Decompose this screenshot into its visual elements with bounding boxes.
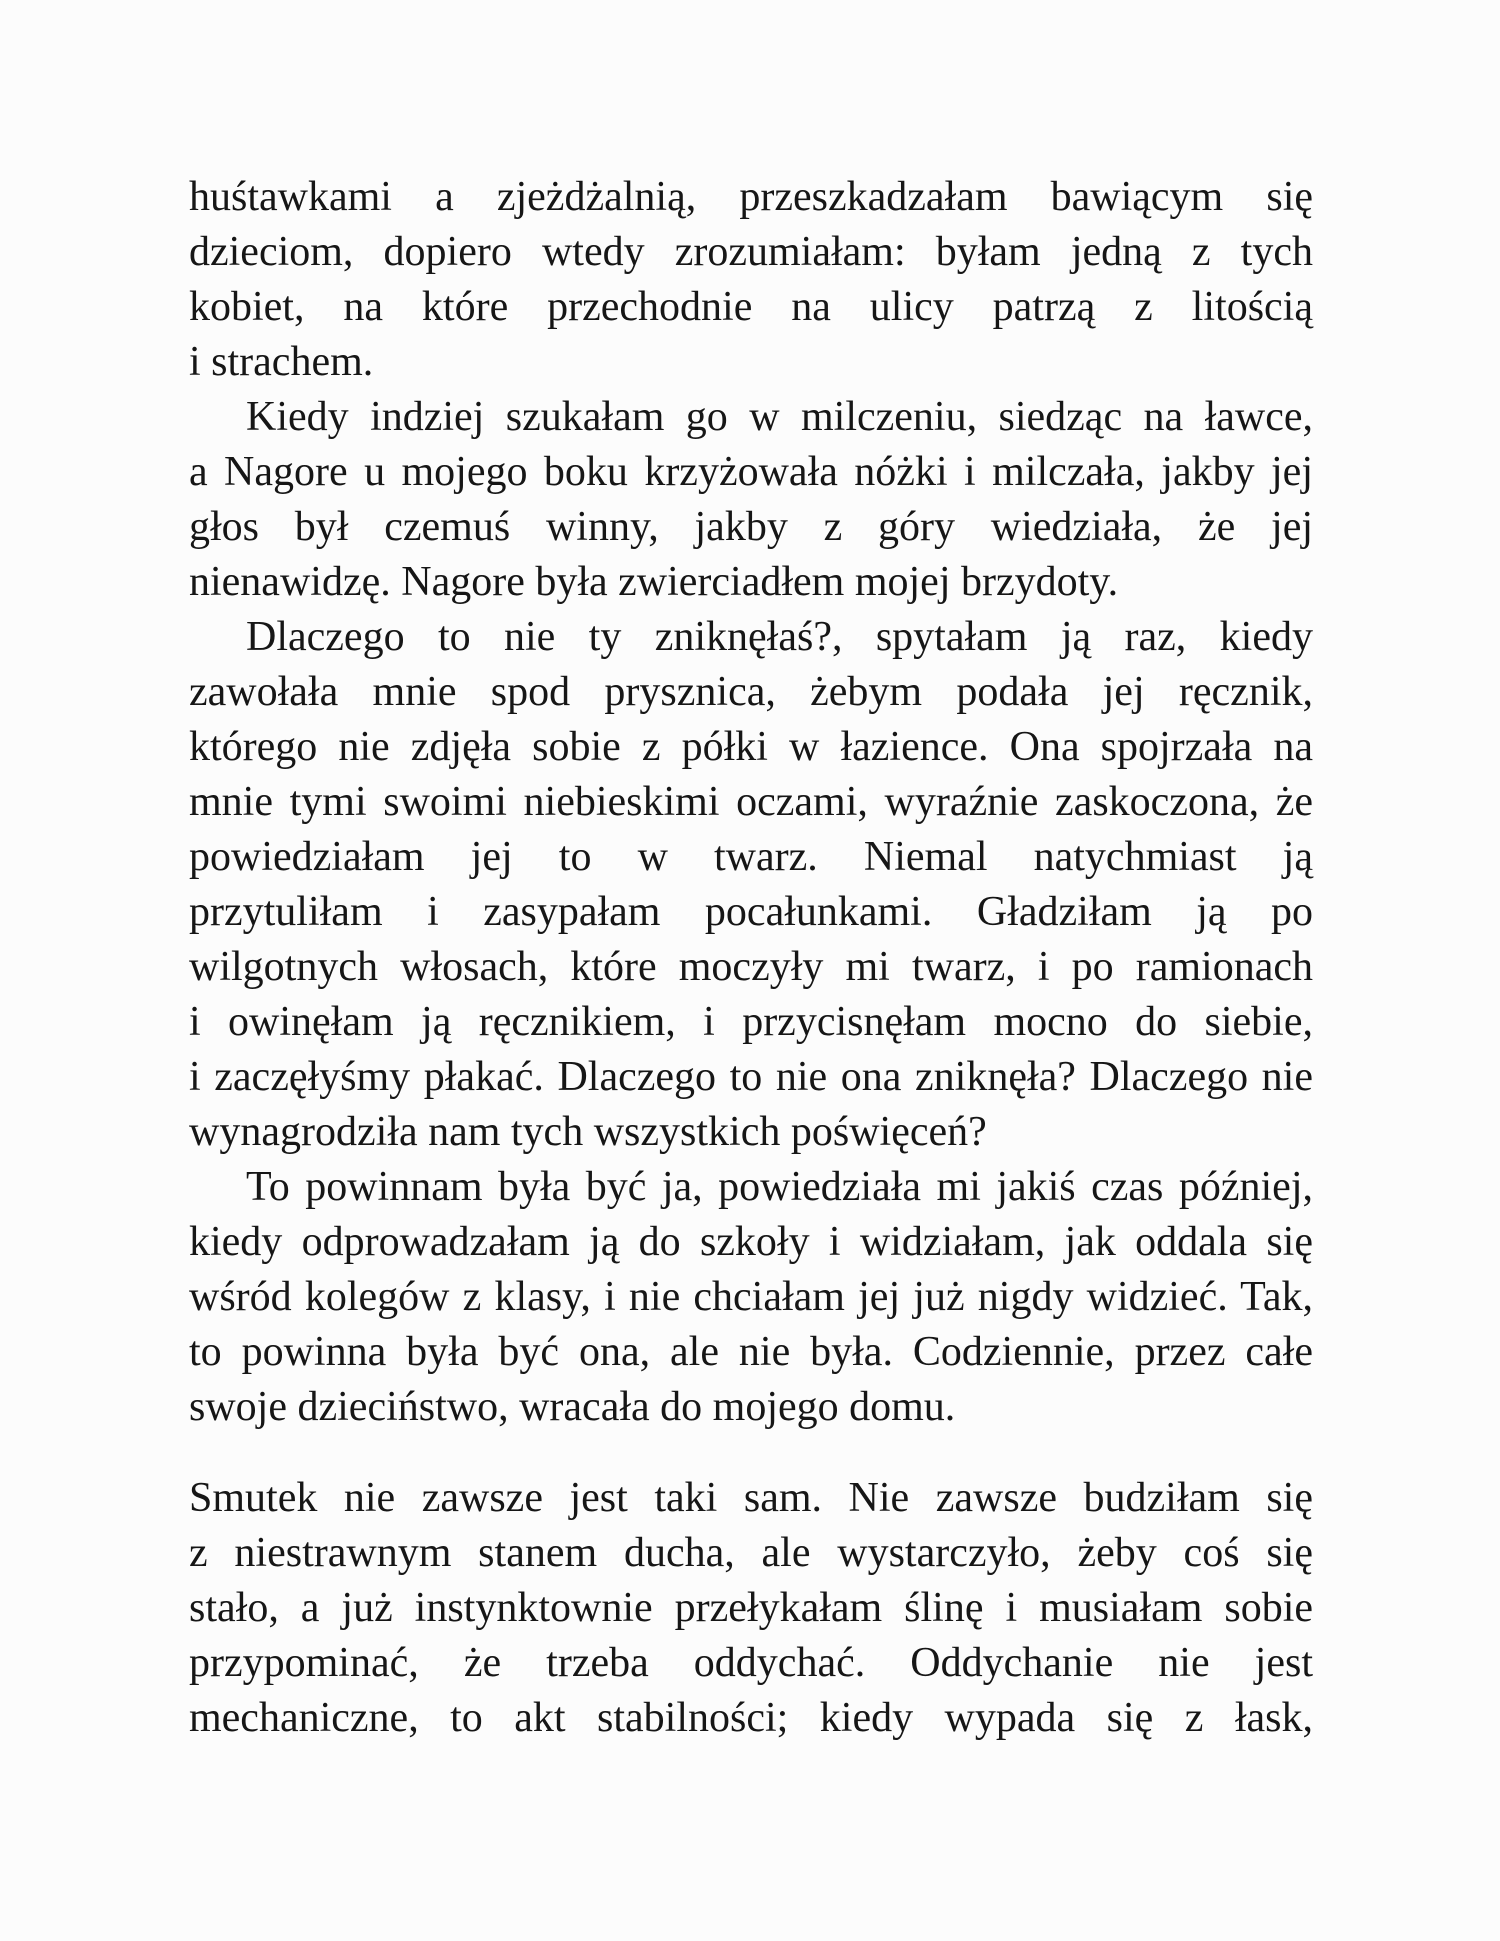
text-line: powiedziałam jej to w twarz. Niemal natychmiast ją [189, 834, 1313, 880]
page-text-block [189, 170, 1313, 1746]
text-line: mnie tymi swoimi niebieskimi oczami, wyraźnie zaskoczona, że [189, 779, 1313, 825]
text-line: dzieciom, dopiero wtedy zrozumiałam: byłam jedną z tych [189, 229, 1313, 275]
text-line: i zaczęłyśmy płakać. Dlaczego to nie ona zniknęła? Dlaczego nie [189, 1054, 1313, 1100]
text-line: przytuliłam i zasypałam pocałunkami. Gładziłam ją po [189, 889, 1313, 935]
paragraph [189, 390, 1313, 610]
text-line: swoje dzieciństwo, wracała do mojego domu. [189, 1384, 956, 1430]
text-line: zawołała mnie spod prysznica, żebym podała jej ręcznik, [189, 669, 1313, 715]
text-line: To powinnam była być ja, powiedziała mi jakiś czas później, [246, 1164, 1313, 1210]
text-line: to powinna była być ona, ale nie była. Codziennie, przez całe [189, 1329, 1313, 1375]
text-line: i owinęłam ją ręcznikiem, i przycisnęłam mocno do siebie, [189, 999, 1313, 1045]
text-line: z niestrawnym stanem ducha, ale wystarczyło, żeby coś się [189, 1530, 1313, 1576]
text-line: stało, a już instynktownie przełykałam ślinę i musiałam sobie [189, 1585, 1313, 1631]
text-line: kobiet, na które przechodnie na ulicy patrzą z litością [189, 284, 1313, 330]
text-line: wilgotnych włosach, które moczyły mi twarz, i po ramionach [189, 944, 1313, 990]
text-line: Dlaczego to nie ty zniknęłaś?, spytałam ją raz, kiedy [246, 614, 1313, 660]
text-line: nienawidzę. Nagore była zwierciadłem mojej brzydoty. [189, 559, 1119, 605]
paragraph [189, 1160, 1313, 1435]
paragraph [189, 170, 1313, 390]
text-line: Smutek nie zawsze jest taki sam. Nie zawsze budziłam się [189, 1475, 1313, 1521]
text-line: i strachem. [189, 339, 374, 385]
text-line: mechaniczne, to akt stabilności; kiedy wypada się z łask, [189, 1695, 1313, 1741]
text-line: przypominać, że trzeba oddychać. Oddychanie nie jest [189, 1640, 1313, 1686]
paragraph [189, 1471, 1313, 1746]
text-line: kiedy odprowadzałam ją do szkoły i widziałam, jak oddala się [189, 1219, 1313, 1265]
text-line: Kiedy indziej szukałam go w milczeniu, siedząc na ławce, [246, 394, 1313, 440]
paragraph [189, 610, 1313, 1160]
text-line: którego nie zdjęła sobie z półki w łazience. Ona spojrzała na [189, 724, 1313, 770]
text-line: wśród kolegów z klasy, i nie chciałam jej już nigdy widzieć. Tak, [189, 1274, 1313, 1320]
text-line: głos był czemuś winny, jakby z góry wiedziała, że jej [189, 504, 1313, 550]
text-line: a Nagore u mojego boku krzyżowała nóżki i milczała, jakby jej [189, 449, 1313, 495]
text-line: wynagrodziła nam tych wszystkich poświęceń? [189, 1109, 987, 1155]
text-line: huśtawkami a zjeżdżalnią, przeszkadzałam bawiącym się [189, 174, 1313, 220]
